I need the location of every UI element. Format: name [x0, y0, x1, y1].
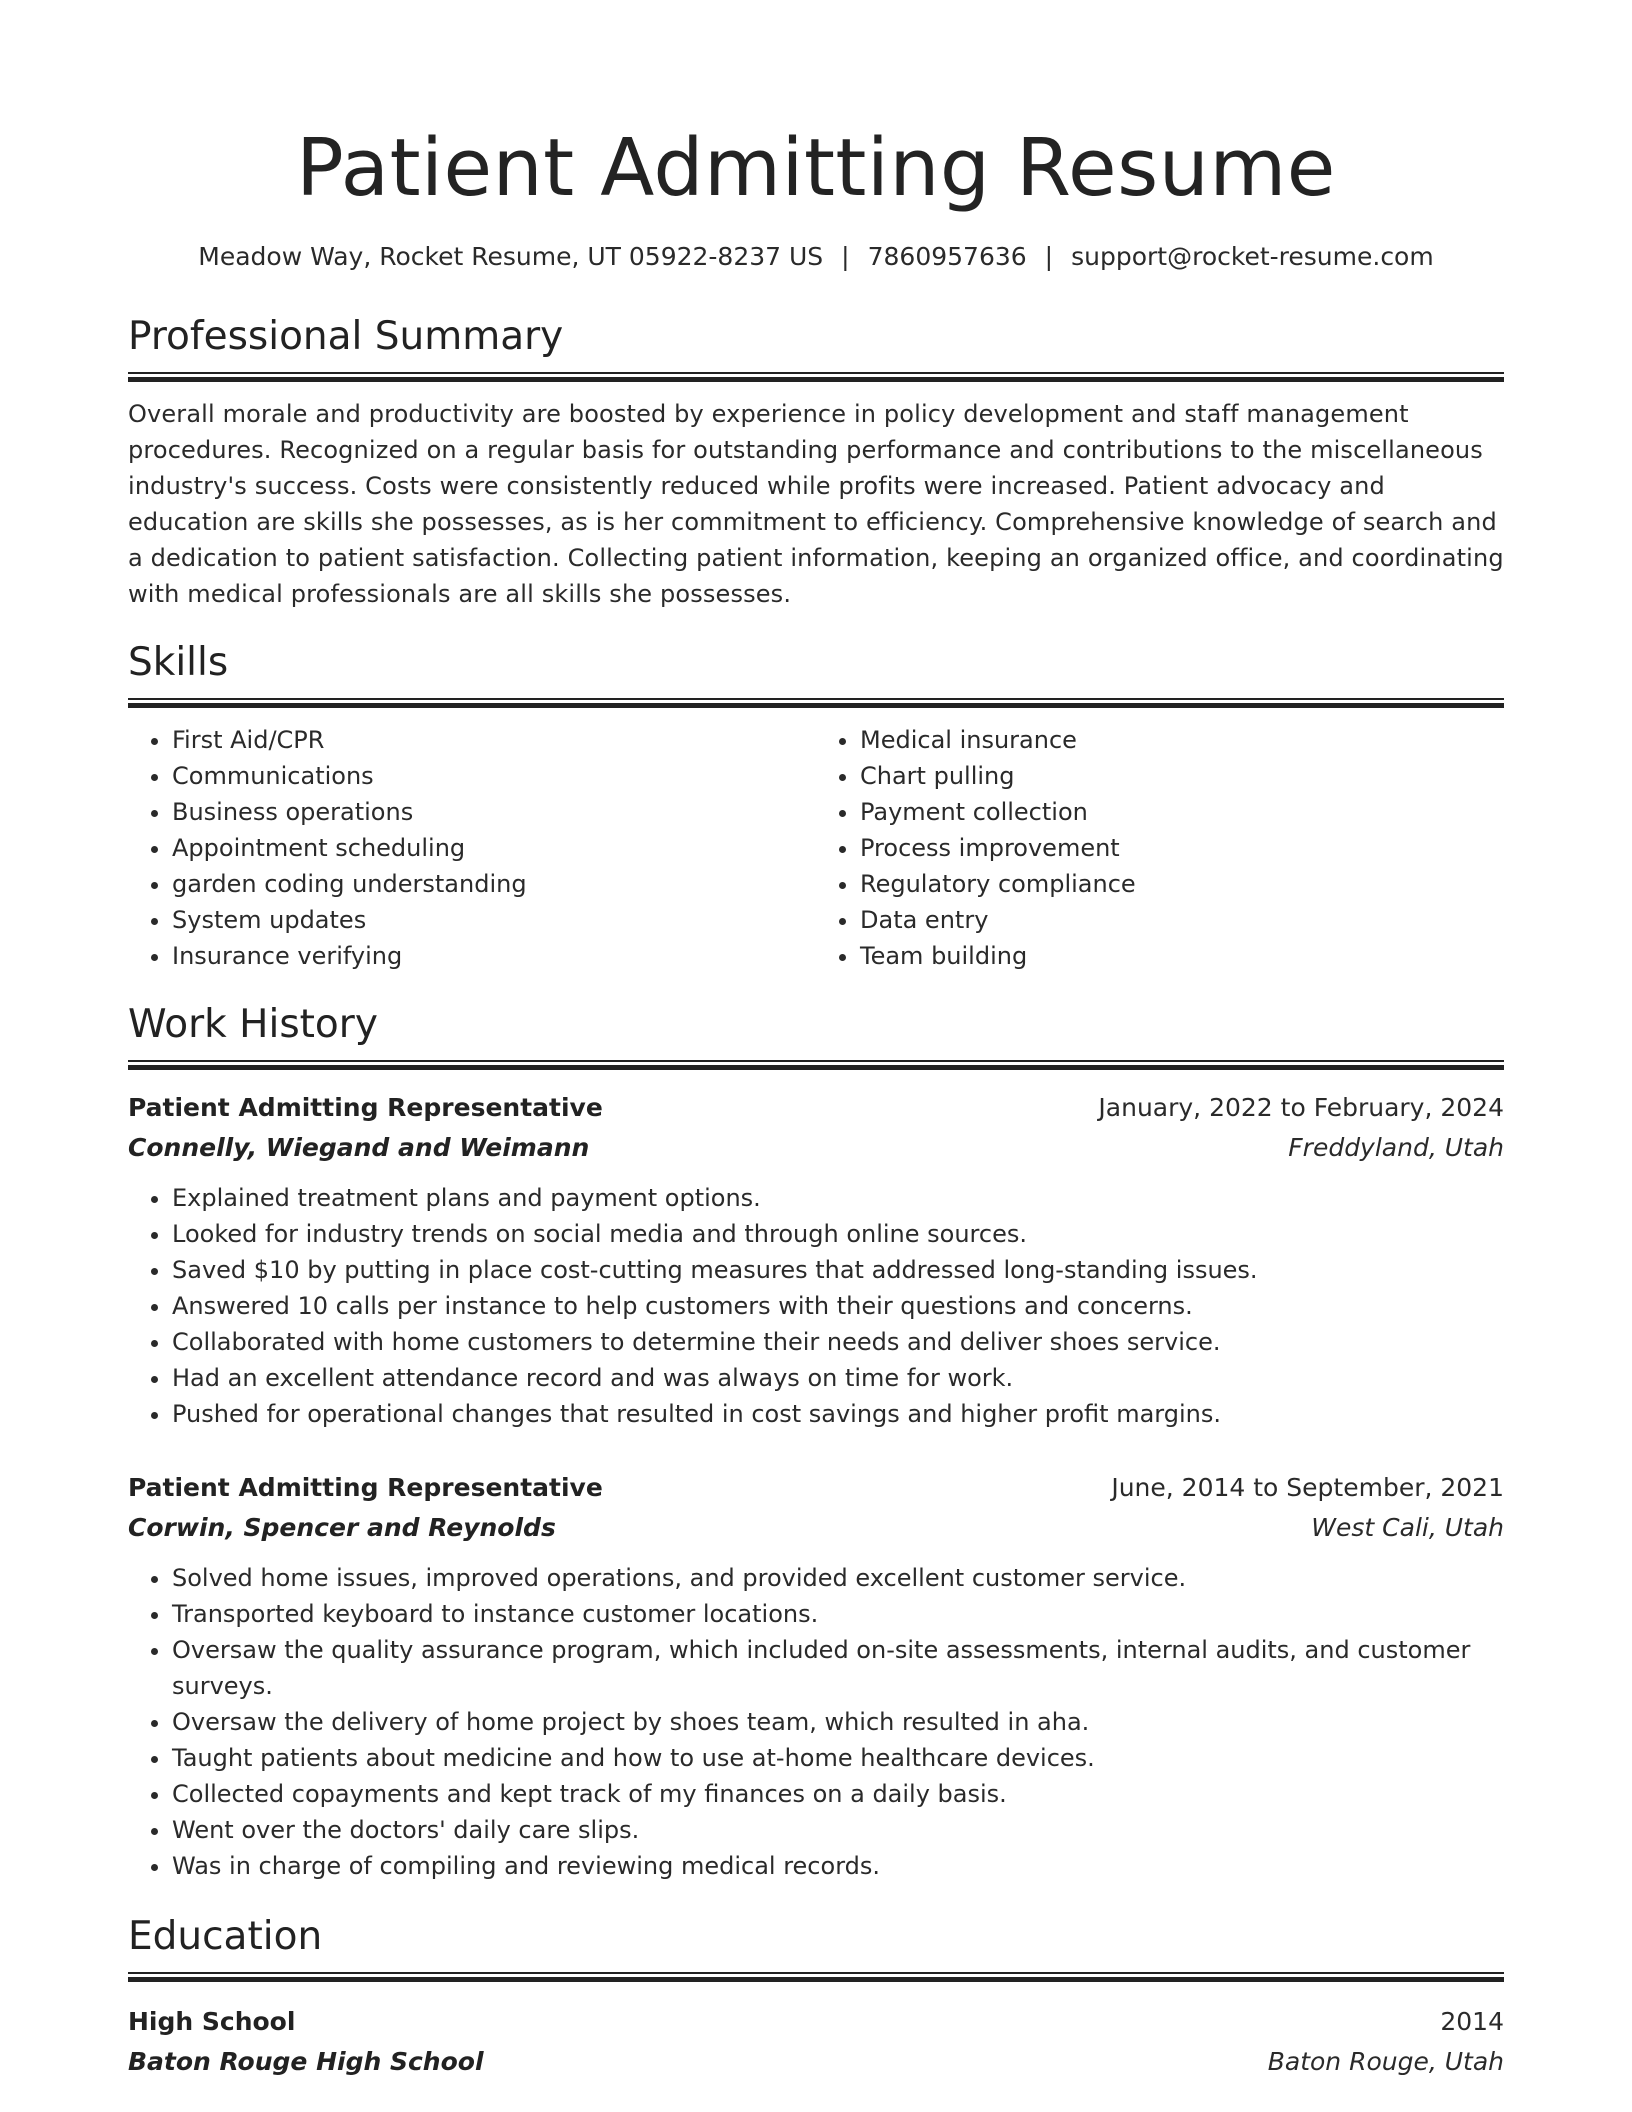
- section-divider: [128, 698, 1504, 708]
- resume-name: Patient Admitting Resume: [296, 122, 1336, 214]
- job-bullet: • Oversaw the quality assurance program, which included on-site assessments, internal audits, and customer surveys.: [172, 1632, 1504, 1704]
- skill-item: • Medical insurance: [860, 722, 1504, 758]
- job-company: Connelly, Wiegand and Weimann: [128, 1133, 590, 1162]
- contact-address: Meadow Way, Rocket Resume, UT 05922-8237 US: [198, 242, 824, 271]
- job-entry: [128, 1088, 1504, 1432]
- contact-separator: |: [1044, 242, 1054, 271]
- skill-item: • Data entry: [860, 902, 1504, 938]
- job-bullet: • Collected copayments and kept track of my finances on a daily basis.: [172, 1776, 1504, 1812]
- work-history-section: [128, 1000, 1504, 1884]
- education-section: [128, 1912, 1504, 2082]
- skill-item: • Business operations: [172, 794, 816, 830]
- job-bullet: • Pushed for operational changes that resulted in cost savings and higher profit margins.: [172, 1396, 1504, 1432]
- education-school-row: [128, 2042, 1504, 2082]
- section-title-summary: Professional Summary: [128, 314, 564, 359]
- contact-phone: 7860957636: [867, 242, 1027, 271]
- job-bullets: [128, 1180, 1504, 1432]
- job-bullet: • Collaborated with home customers to determine their needs and deliver shoes service.: [172, 1324, 1504, 1360]
- job-bullets: [128, 1560, 1504, 1884]
- job-company-row: [128, 1128, 1504, 1168]
- section-title-education: Education: [128, 1914, 323, 1959]
- skills-columns: [128, 722, 1504, 974]
- job-bullet: • Transported keyboard to instance customer locations.: [172, 1596, 1504, 1632]
- job-bullet: • Oversaw the delivery of home project by shoes team, which resulted in aha.: [172, 1704, 1504, 1740]
- skill-item: • Regulatory compliance: [860, 866, 1504, 902]
- job-bullet: • Explained treatment plans and payment options.: [172, 1180, 1504, 1216]
- section-divider: [128, 372, 1504, 382]
- job-bullet: • Went over the doctors' daily care slips.: [172, 1812, 1504, 1848]
- section-divider: [128, 1972, 1504, 1982]
- job-title: Patient Admitting Representative: [128, 1093, 603, 1122]
- job-dates: June, 2014 to September, 2021: [1111, 1473, 1504, 1502]
- summary-text: Overall morale and productivity are boosted by experience in policy development and staff management procedures. Recognized on a regular basis for outstanding performance and contributions to the miscellaneous industry's success. Costs were consistently reduced while profits were increased. Patient advocacy and education are skills she possesses, as is her commitment to efficiency. Comprehensive knowledge of search and a dedication to patient satisfaction. Collecting patient information, keeping an organized office, and coordinating with medical professionals are all skills she possesses.: [128, 400, 1504, 608]
- job-bullet: • Had an excellent attendance record and was always on time for work.: [172, 1360, 1504, 1396]
- contact-line: [128, 240, 1504, 274]
- skill-item: • Appointment scheduling: [172, 830, 816, 866]
- job-dates: January, 2022 to February, 2024: [1098, 1093, 1504, 1122]
- skill-item: • Communications: [172, 758, 816, 794]
- skill-item: • Chart pulling: [860, 758, 1504, 794]
- education-header-row: [128, 2002, 1504, 2042]
- contact-email: support@rocket-resume.com: [1071, 242, 1434, 271]
- job-title: Patient Admitting Representative: [128, 1473, 603, 1502]
- education-year: 2014: [1440, 2007, 1504, 2036]
- job-header-row: [128, 1468, 1504, 1508]
- job-bullet: • Answered 10 calls per instance to help customers with their questions and concerns.: [172, 1288, 1504, 1324]
- contact-separator: |: [841, 242, 850, 271]
- job-location: Freddyland, Utah: [1288, 1133, 1504, 1162]
- section-title-skills: Skills: [128, 640, 229, 685]
- section-divider: [128, 1060, 1504, 1070]
- job-bullet: • Taught patients about medicine and how to use at-home healthcare devices.: [172, 1740, 1504, 1776]
- skill-item: • System updates: [172, 902, 816, 938]
- job-company-row: [128, 1508, 1504, 1548]
- skill-item: • Insurance verifying: [172, 938, 816, 974]
- education-degree: High School: [128, 2007, 296, 2036]
- job-company: Corwin, Spencer and Reynolds: [128, 1513, 556, 1542]
- skills-section: [128, 638, 1504, 974]
- skill-item: • Process improvement: [860, 830, 1504, 866]
- education-entry: [128, 2002, 1504, 2082]
- education-location: Baton Rouge, Utah: [1267, 2047, 1504, 2076]
- job-bullet: • Solved home issues, improved operations, and provided excellent customer service.: [172, 1560, 1504, 1596]
- skill-item: • First Aid/CPR: [172, 722, 816, 758]
- summary-section: [128, 312, 1504, 612]
- job-location: West Cali, Utah: [1311, 1513, 1504, 1542]
- skill-item: • garden coding understanding: [172, 866, 816, 902]
- job-header-row: [128, 1088, 1504, 1128]
- job-bullet: • Was in charge of compiling and reviewing medical records.: [172, 1848, 1504, 1884]
- education-school: Baton Rouge High School: [128, 2047, 484, 2076]
- job-bullet: • Saved $10 by putting in place cost-cutting measures that addressed long-standing issues.: [172, 1252, 1504, 1288]
- job-bullet: • Looked for industry trends on social media and through online sources.: [172, 1216, 1504, 1252]
- job-entry: [128, 1468, 1504, 1884]
- section-title-work-history: Work History: [128, 1002, 378, 1047]
- skill-item: • Payment collection: [860, 794, 1504, 830]
- skill-item: • Team building: [860, 938, 1504, 974]
- skills-list-left: [128, 722, 816, 974]
- skills-list-right: [816, 722, 1504, 974]
